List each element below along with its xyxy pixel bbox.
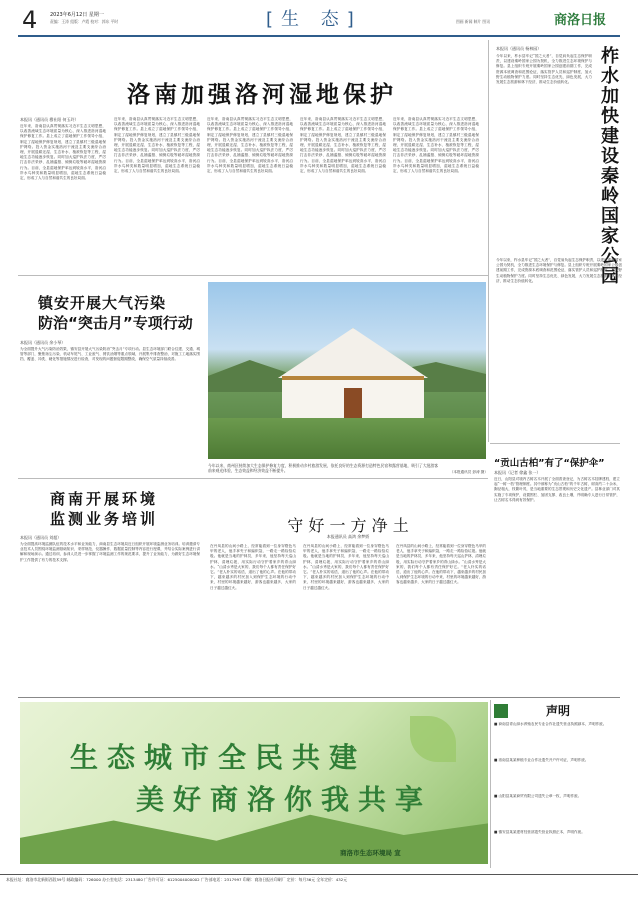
lead-headline: 洛南加强洛河湿地保护 bbox=[127, 82, 397, 108]
lead-body-col2: 近年来，洛南县认真贯彻落实习近平生态文明思想，以改善流域生态环境质量为核心，深入推进洛河湿地保护修复工作。县上成立了湿地保护工作领导小组，制定了湿地保护修复规划，建立了县镇村三级湿地保护网络。投入资金实施洛河干流及主要支流综合治理，开展退耕还湿、生态补水、植被恢复等工程，湿地生态功能逐步恢复。同时加大巡护执法力度，严厉打击非法采砂、乱捕滥猎、倾倒垃圾等破坏湿地资源行为。目前，全县湿地保护率达到较高水平，洛河沿岸水鸟种类和数量明显增加，湿地生态系统日益稳定，形成了人与自然和谐共生的良好局面。 bbox=[114, 117, 200, 174]
shangnan-body: 为全面提高环境监测队伍的技术水平和业务能力，商南县生态环境局近日组织开展环境监测业务培训。培训邀请专业技术人员围绕环境监测基础知识、采样规范、仪器操作、数据质量控制等内容进行授课，并结合实际案例进行讲解和现场演示。通过培训，参训人员进一步掌握了环境监测工作的规范要求，提升了业务能力，为做好生态环境保护工作提供了有力的技术支撑。 bbox=[20, 542, 200, 562]
danfeng-byline: 本报通讯员 高鸿 余梦娇 bbox=[326, 534, 370, 539]
notice-title: 声明 bbox=[546, 704, 571, 718]
right-feature-body-a: 今年以来，柞水县牢记“国之大者”，自觉肩负起生态保护职责，以建设秦岭国家公园为契机，全力推进生态环境保护与修复。县上组织专班开展秦岭国家公园创建前期工作，完成资源本底调查和范围论证，落实管护人员和巡护制度，加大野生动植物保护力度。同时坚持生态优先、绿色发展，大力发展生态旅游和林下经济，推动生态价值转化。 bbox=[496, 54, 592, 85]
grass-ground bbox=[208, 418, 486, 459]
right-feature-headline: 柞水加快建设秦岭国家公园 bbox=[598, 46, 619, 286]
section-rule bbox=[18, 275, 488, 276]
page-number: 4 bbox=[22, 6, 38, 34]
masthead-rule bbox=[18, 35, 620, 37]
danfeng-body-col3: 在丹凤县的山间小路上，经常能看到一位身穿橙色马甲的老人，他手拿夹子和编织袋，一路走一路捡拾垃圾。他就是当地的护林员，多年来，他坚持每天巡山护林，清理垃圾，用实际行动守护着家乡的青山绿水。“山清水秀是大家的，我们每个人都有责任保护好它。”老人朴实的话语，道出了他的心声。在他的带动下，越来越多的村民加入到保护生态环境的行动中来，村里的环境越来越好，游客也越来越多，大家的日子越过越红火。 bbox=[396, 544, 486, 585]
yurt-photo bbox=[208, 282, 486, 459]
lead-body-col4: 近年来，洛南县认真贯彻落实习近平生态文明思想，以改善流域生态环境质量为核心，深入推进洛河湿地保护修复工作。县上成立了湿地保护工作领导小组，制定了湿地保护修复规划，建立了县镇村三级湿地保护网络。投入资金实施洛河干流及主要支流综合治理，开展退耕还湿、生态补水、植被恢复等工程，湿地生态功能逐步恢复。同时加大巡护执法力度，严厉打击非法采砂、乱捕滥猎、倾倒垃圾等破坏湿地资源行为。目前，全县湿地保护率达到较高水平，洛河沿岸水鸟种类和数量明显增加，湿地生态系统日益稳定，形成了人与自然和谐共生的良好局面。 bbox=[300, 117, 386, 174]
editor-credits-right: 图画 新闻 制片 图讯 bbox=[456, 19, 490, 24]
notice-icon bbox=[494, 704, 508, 718]
notice-item: ■ 洛南县某某种植专业合作社遗失开户许可证，声明作废。 bbox=[494, 758, 589, 762]
footer-rule bbox=[0, 874, 638, 875]
zhenan-headline-1: 镇安开展大气污染 bbox=[38, 294, 167, 312]
brand-logo: 商洛日报 bbox=[554, 13, 607, 28]
photo-credit: （本报通讯员 彭涛 摄） bbox=[449, 470, 488, 474]
column-divider bbox=[488, 40, 489, 442]
section-rule-2 bbox=[18, 478, 488, 479]
notice-divider bbox=[490, 700, 491, 868]
shangnan-byline: 本报讯（通讯员 刘超） bbox=[20, 535, 62, 540]
banner-rule bbox=[18, 697, 620, 698]
zhenan-byline: 本报讯（通讯员 余小琴） bbox=[20, 340, 66, 345]
editor-credits: 责编：王涛 组版：卢霞 校对：郭东 平时 bbox=[50, 19, 119, 24]
lead-body-col3: 近年来，洛南县认真贯彻落实习近平生态文明思想，以改善流域生态环境质量为核心，深入推进洛河湿地保护修复工作。县上成立了湿地保护工作领导小组，制定了湿地保护修复规划，建立了县镇村三级湿地保护网络。投入资金实施洛河干流及主要支流综合治理，开展退耕还湿、生态补水、植被恢复等工程，湿地生态功能逐步恢复。同时加大巡护执法力度，严厉打击非法采砂、乱捕滥猎、倾倒垃圾等破坏湿地资源行为。目前，全县湿地保护率达到较高水平，洛河沿岸水鸟种类和数量明显增加，湿地生态系统日益稳定，形成了人与自然和谐共生的良好局面。 bbox=[207, 117, 293, 174]
photo-caption: 今年以来，商州区持续加大生态保护修复力度，积极推动乡村旅游发展，依托良好的生态资源打造特色民宿和露营基地，吸引了大批游客前来观光体验，生态效益和经济效益不断提升。 bbox=[208, 463, 438, 474]
right-feature-body-b: 今年以来，柞水县牢记“国之大者”，自觉肩负起生态保护职责，以建设秦岭国家公园为契机，全力推进生态环境保护与修复。县上组织专班开展秦岭国家公园创建前期工作，完成资源本底调查和范围论证，落实管护人员和巡护制度，加大野生动植物保护力度。同时坚持生态优先、绿色发展，大力发展生态旅游和林下经济，推动生态价值转化。 bbox=[496, 258, 622, 283]
notice-item: ■ 商南县青山绿水养殖农民专业合作社遗失营业执照副本，声明作废。 bbox=[494, 722, 607, 726]
zhenan-headline-2: 防治“突击月”专项行动 bbox=[38, 314, 193, 332]
lead-body-col5: 近年来，洛南县认真贯彻落实习近平生态文明思想，以改善流域生态环境质量为核心，深入推进洛河湿地保护修复工作。县上成立了湿地保护工作领导小组，制定了湿地保护修复规划，建立了县镇村三级湿地保护网络。投入资金实施洛河干流及主要支流综合治理，开展退耕还湿、生态补水、植被恢复等工程，湿地生态功能逐步恢复。同时加大巡护执法力度，严厉打击非法采砂、乱捕滥猎、倾倒垃圾等破坏湿地资源行为。目前，全县湿地保护率达到较高水平，洛河沿岸水鸟种类和数量明显增加，湿地生态系统日益稳定，形成了人与自然和谐共生的良好局面。 bbox=[393, 117, 479, 174]
shangnan-headline-1: 商南开展环境 bbox=[50, 490, 159, 508]
footer-info: 本报社址：商洛市北新街西段59号 邮政编码：726000 办公室电话：2313480 广告许可证：6125004000002 广告部电话：2317997 印刷：商洛日报社印刷厂 定价：每月36元 全年定价：432元 bbox=[6, 877, 348, 882]
gongshan-headline: “贡山古柏”有了“保护伞” bbox=[494, 458, 605, 469]
zhenan-body: 为全面提升大气污染防治效果，镇安县开展大气污染防治“突击月”专项行动。县生态环境部门联合住建、交通、城管等部门，聚焦扬尘污染、机动车尾气、工业废气、餐饮油烟等重点领域，开展集中排查整治，对施工工地落实围挡、覆盖、冲洗、硬化等措施情况进行检查，对发现的问题督促限期整改，确保空气质量持续改善。 bbox=[20, 347, 200, 362]
yurt-door bbox=[344, 388, 362, 418]
notice-item: ■ 山阳县某某商贸有限公司遗失公章一枚，声明作废。 bbox=[494, 794, 582, 798]
banner-line-2: 美好商洛你我共享 bbox=[136, 783, 433, 816]
shangnan-headline-2: 监测业务培训 bbox=[50, 510, 159, 528]
danfeng-body-col2: 在丹凤县的山间小路上，经常能看到一位身穿橙色马甲的老人，他手拿夹子和编织袋，一路走一路捡拾垃圾。他就是当地的护林员，多年来，他坚持每天巡山护林，清理垃圾，用实际行动守护着家乡的青山绿水。“山清水秀是大家的，我们每个人都有责任保护好它。”老人朴实的话语，道出了他的心声。在他的带动下，越来越多的村民加入到保护生态环境的行动中来，村里的环境越来越好，游客也越来越多，大家的日子越过越红火。 bbox=[303, 544, 389, 590]
banner-leaf-icon bbox=[410, 716, 456, 762]
right-feature-byline: 本报讯（通讯员 杨林园） bbox=[496, 46, 542, 51]
banner-credit: 商洛市生态环境局 宣 bbox=[340, 849, 401, 857]
gongshan-body: 近日，山阳县对境内古树名木开展了全面普查登记，为古树名木挂牌建档，建立起“一树一档”管理制度。其中被称为“贡山古柏”的千年古树，树高约二十余米，胸径粗大，枝繁叶茂，是当地重要的生态景观和历史文化遗产。县林业部门对其实施了专项保护，设置围栏、加固支撑、改良土壤，并明确专人进行日常管护，让古树名木得到有效保护。 bbox=[494, 477, 620, 502]
lead-body-col1: 近年来，洛南县认真贯彻落实习近平生态文明思想，以改善流域生态环境质量为核心，深入推进洛河湿地保护修复工作。县上成立了湿地保护工作领导小组，制定了湿地保护修复规划，建立了县镇村三级湿地保护网络。投入资金实施洛河干流及主要支流综合治理，开展退耕还湿、生态补水、植被恢复等工程，湿地生态功能逐步恢复。同时加大巡护执法力度，严厉打击非法采砂、乱捕滥猎、倾倒垃圾等破坏湿地资源行为。目前，全县湿地保护率达到较高水平，洛河沿岸水鸟种类和数量明显增加，湿地生态系统日益稳定，形成了人与自然和谐共生的良好局面。 bbox=[20, 124, 106, 181]
notice-list bbox=[494, 722, 620, 863]
lead-byline: 本报讯（通讯员 穆社阳 何玉玲） bbox=[20, 117, 79, 122]
gongshan-byline: 本报讯（记者 徐鑫 张一） bbox=[494, 470, 541, 475]
danfeng-headline: 守 好 一 方 净 土 bbox=[287, 516, 409, 535]
section-label: [生 态] bbox=[266, 9, 362, 30]
banner-line-1: 生态城市全民共建 bbox=[70, 741, 367, 774]
notice-item: ■ 镇安县某某建材经营部遗失营业执照正本，声明作废。 bbox=[494, 830, 585, 834]
right-rule bbox=[490, 443, 620, 444]
danfeng-body-col1: 在丹凤县的山间小路上，经常能看到一位身穿橙色马甲的老人，他手拿夹子和编织袋，一路走一路捡拾垃圾。他就是当地的护林员，多年来，他坚持每天巡山护林，清理垃圾，用实际行动守护着家乡的青山绿水。“山清水秀是大家的，我们每个人都有责任保护好它。”老人朴实的话语，道出了他的心声。在他的带动下，越来越多的村民加入到保护生态环境的行动中来，村里的环境越来越好，游客也越来越多，大家的日子越过越红火。 bbox=[210, 544, 296, 590]
date-line: 2023年6月12日 星期一 bbox=[50, 12, 104, 18]
yurt-roof bbox=[278, 328, 428, 378]
